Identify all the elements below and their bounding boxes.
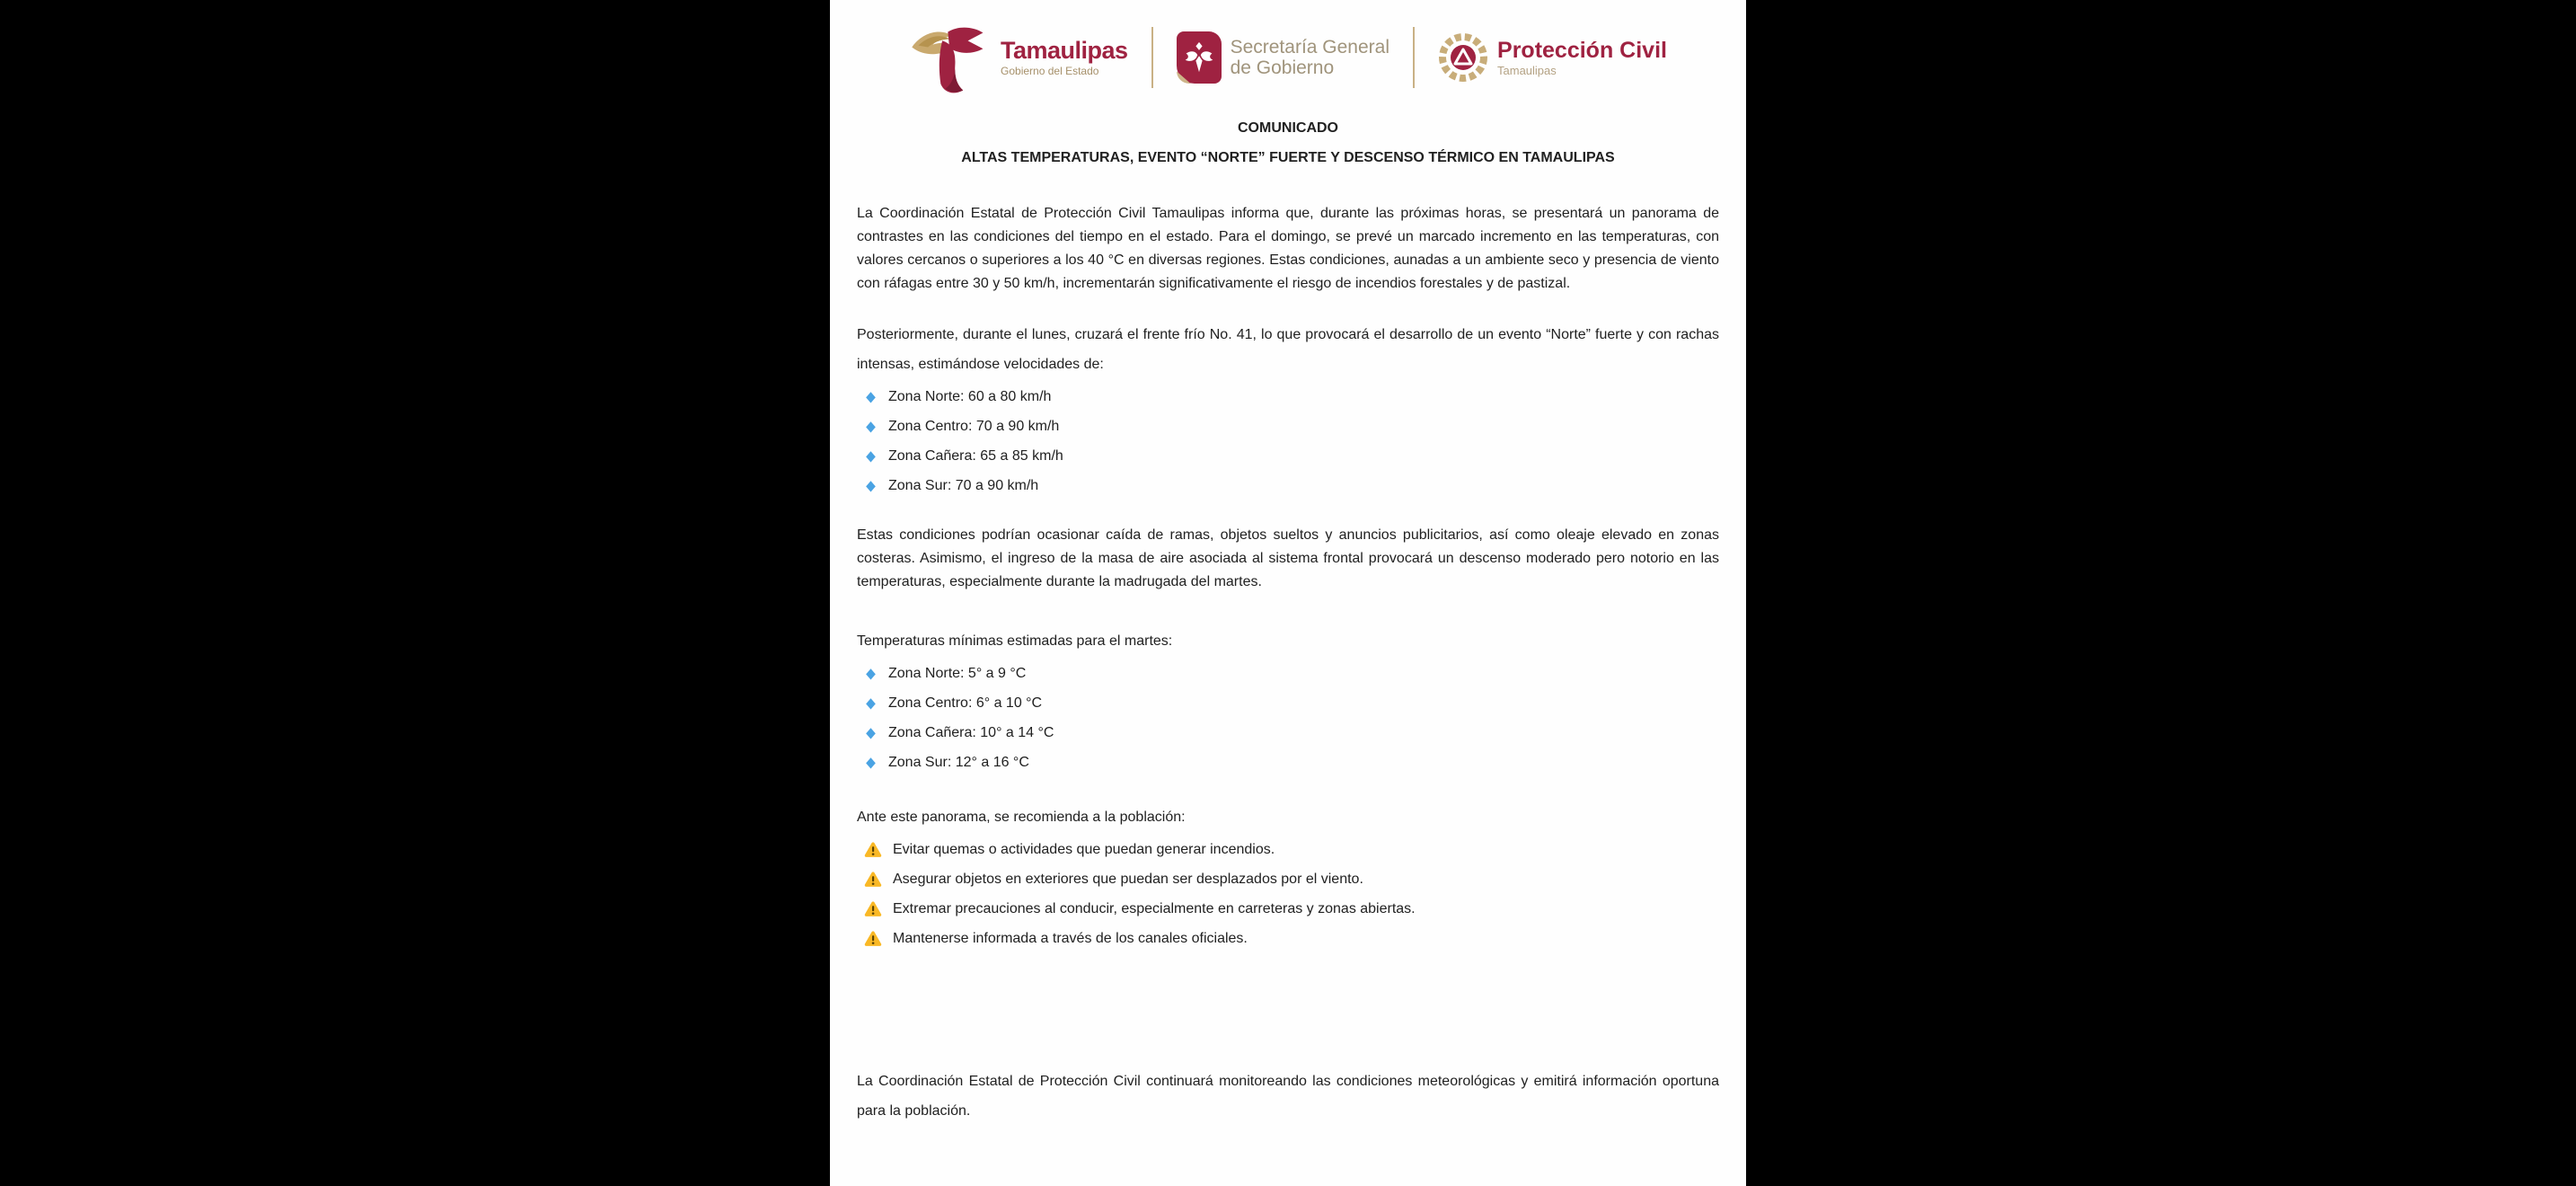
warning-icon	[864, 841, 882, 858]
wind-zone-sur: Zona Sur: 70 a 90 km/h	[888, 478, 1039, 493]
proteccion-civil-logo	[1438, 32, 1667, 83]
paragraph-intro: La Coordinación Estatal de Protección Civil Tamaulipas informa que, durante las próximas horas, se presentará un panorama de contrastes en las condiciones del tiempo en el estado. Para el domingo, se prevé un marcado incremento en las temperaturas, con valores cercanos o superiores a los 40 °C en diversas regiones. Estas condiciones, aunadas a un ambiente seco y presencia de viento con ráfagas entre 30 y 50 km/h, incrementarán significativamente el riesgo de incendios forestales y de pastizal.	[857, 206, 1719, 291]
warning-icon	[864, 930, 882, 947]
secretaria-general-emblem-icon	[1177, 31, 1222, 84]
logo-divider	[1413, 27, 1415, 88]
diamond-bullet-icon: ◆	[866, 476, 876, 494]
secretaria-general-logo	[1177, 31, 1389, 84]
tamaulipas-logo	[909, 22, 1128, 93]
list-item	[864, 835, 1719, 864]
tamaulipas-logo-title: Tamaulipas	[1001, 37, 1128, 65]
paragraph-norte-event: Posteriormente, durante el lunes, cruzará el frente frío No. 41, lo que provocará el desarrollo de un evento “Norte” fuerte y con rachas intensas, estimándose velocidades de:	[857, 327, 1719, 372]
diamond-bullet-icon: ◆	[866, 723, 876, 741]
diamond-bullet-icon: ◆	[866, 694, 876, 712]
list-item	[864, 412, 1719, 441]
proteccion-civil-subtitle: Tamaulipas	[1497, 63, 1557, 77]
recommendations-list	[857, 835, 1719, 953]
diamond-bullet-icon: ◆	[866, 753, 876, 771]
recommendations-heading: Ante este panorama, se recomienda a la población:	[857, 810, 1186, 825]
proteccion-civil-emblem-icon	[1438, 32, 1488, 83]
letterhead	[857, 0, 1719, 95]
logo-divider	[1151, 27, 1153, 88]
diamond-bullet-icon: ◆	[866, 664, 876, 682]
list-item	[864, 894, 1719, 924]
recommendation-secure-objects: Asegurar objetos en exteriores que puedan ser desplazados por el viento.	[893, 872, 1363, 887]
secretaria-general-line1: Secretaría General	[1230, 37, 1390, 58]
wind-zone-canera: Zona Cañera: 65 a 85 km/h	[888, 448, 1063, 464]
list-item	[864, 748, 1719, 777]
list-item	[864, 924, 1719, 953]
tamaulipas-emblem-icon	[909, 22, 992, 93]
secretaria-general-line2: de Gobierno	[1230, 58, 1335, 78]
temperatures-heading: Temperaturas mínimas estimadas para el martes:	[857, 633, 1173, 649]
temp-zone-norte: Zona Norte: 5° a 9 °C	[888, 666, 1027, 681]
temperature-list	[857, 659, 1719, 777]
paragraph-closing: La Coordinación Estatal de Protección Civil continuará monitoreando las condiciones meteorológicas y emitirá información oportuna para la población.	[857, 1074, 1719, 1119]
temp-zone-canera: Zona Cañera: 10° a 14 °C	[888, 725, 1054, 740]
list-item	[864, 864, 1719, 894]
list-item	[864, 382, 1719, 412]
wind-zone-norte: Zona Norte: 60 a 80 km/h	[888, 389, 1052, 404]
list-item	[864, 441, 1719, 471]
wind-speed-list	[857, 382, 1719, 500]
paragraph-effects: Estas condiciones podrían ocasionar caída de ramas, objetos sueltos y anuncios publicitarios, así como oleaje elevado en zonas costeras. Asimismo, el ingreso de la masa de aire asociada al sistema frontal provocará un descenso moderado pero notorio en las temperaturas, especialmente durante la madrugada del martes.	[857, 527, 1719, 589]
temp-zone-centro: Zona Centro: 6° a 10 °C	[888, 695, 1043, 711]
diamond-bullet-icon: ◆	[866, 447, 876, 465]
diamond-bullet-icon: ◆	[866, 417, 876, 435]
proteccion-civil-title: Protección Civil	[1497, 37, 1667, 63]
warning-icon	[864, 900, 882, 917]
document-title: ALTAS TEMPERATURAS, EVENTO “NORTE” FUERTE Y DESCENSO TÉRMICO EN TAMAULIPAS	[961, 150, 1615, 165]
list-item	[864, 718, 1719, 748]
list-item	[864, 688, 1719, 718]
temp-zone-sur: Zona Sur: 12° a 16 °C	[888, 755, 1029, 770]
list-item	[864, 659, 1719, 688]
diamond-bullet-icon: ◆	[866, 387, 876, 405]
recommendation-fires: Evitar quemas o actividades que puedan generar incendios.	[893, 842, 1275, 857]
wind-zone-centro: Zona Centro: 70 a 90 km/h	[888, 419, 1060, 434]
list-item	[864, 471, 1719, 500]
tamaulipas-logo-subtitle: Gobierno del Estado	[1001, 65, 1099, 78]
document-page	[830, 0, 1746, 1186]
warning-icon	[864, 871, 882, 888]
recommendation-driving: Extremar precauciones al conducir, especialmente en carreteras y zonas abiertas.	[893, 901, 1416, 916]
document-kicker: COMUNICADO	[1238, 120, 1338, 136]
recommendation-stay-informed: Mantenerse informada a través de los canales oficiales.	[893, 931, 1248, 946]
